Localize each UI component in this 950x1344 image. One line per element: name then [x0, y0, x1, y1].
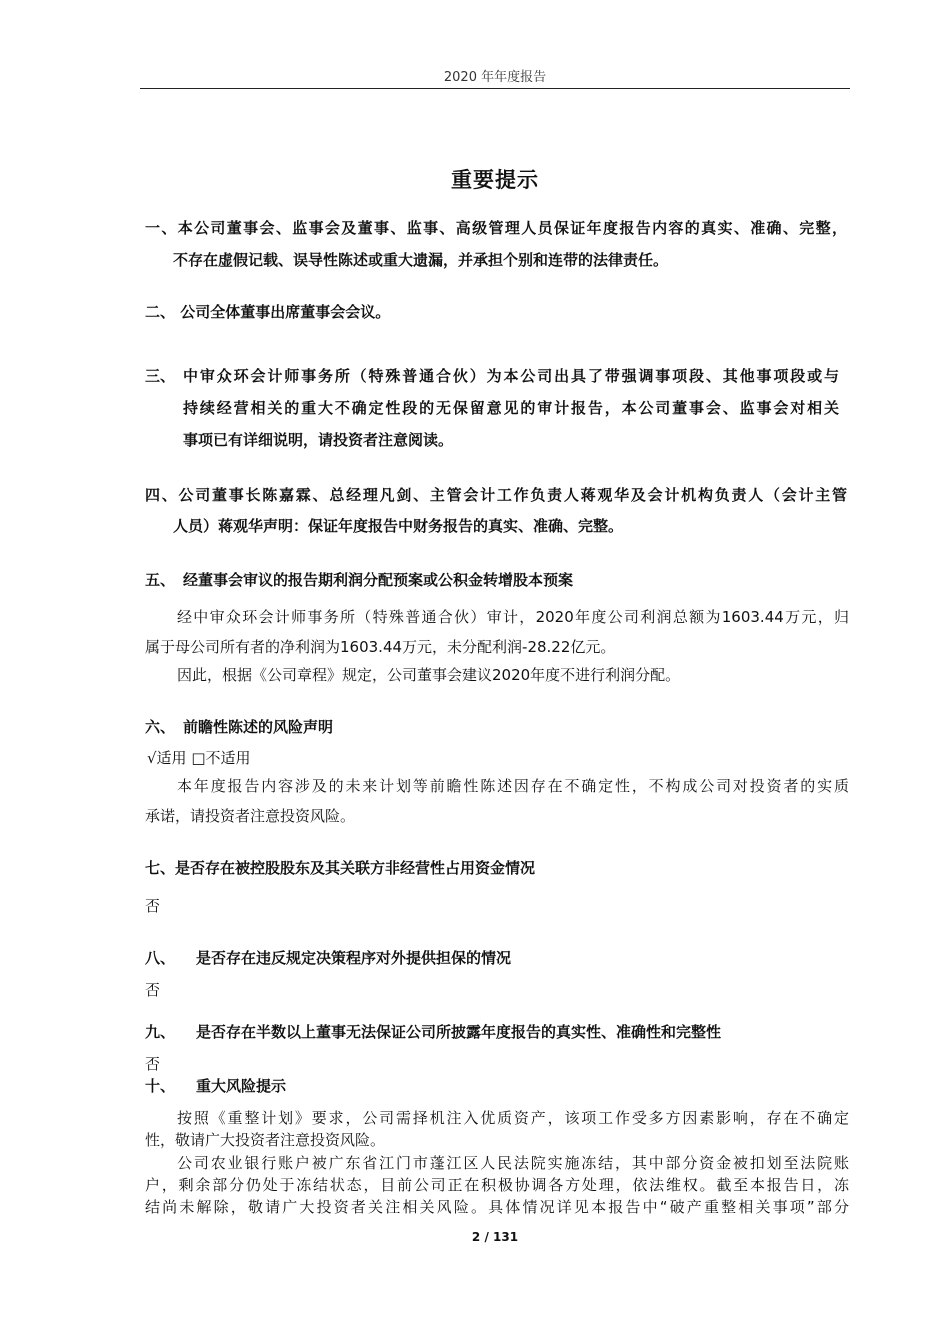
page-title: 重要提示: [451, 168, 539, 192]
item-10-paragraph-2-line-1: 公司农业银行账户被广东省江门市蓬江区人民法院实施冻结，其中部分资金被扣划至法院账: [177, 1154, 849, 1172]
item-3-line-2: 持续经营相关的重大不确定性段的无保留意见的审计报告，本公司董事会、监事会对相关: [183, 399, 839, 417]
item-3-marker: 三、: [145, 367, 176, 385]
item-8-answer: 否: [145, 981, 161, 999]
item-5-paragraph-1-line-2: 属于母公司所有者的净利润为1603.44万元，未分配利润-28.22亿元。: [145, 638, 616, 656]
item-5-heading: 经董事会审议的报告期利润分配预案或公积金转增股本预案: [183, 571, 574, 589]
item-6-heading: 前瞻性陈述的风险声明: [183, 718, 334, 736]
item-8-marker: 八、: [145, 949, 176, 967]
item-10-paragraph-1-line-2: 性，敬请广大投资者注意投资风险。: [145, 1131, 386, 1149]
item-5-paragraph-2: 因此，根据《公司章程》规定，公司董事会建议2020年度不进行利润分配。: [177, 666, 681, 684]
running-header: 2020 年年度报告: [443, 70, 547, 85]
item-5-paragraph-1-line-1: 经中审众环会计师事务所（特殊普通合伙）审计，2020年度公司利润总额为1603.44万元，归: [177, 608, 849, 626]
header-divider: [140, 88, 850, 89]
item-10-paragraph-2-line-2: 户，剩余部分仍处于冻结状态，目前公司正在积极协调各方处理，依法维权。截至本报告日，冻: [145, 1176, 849, 1194]
item-7-answer: 否: [145, 897, 161, 915]
item-6-paragraph-line-1: 本年度报告内容涉及的未来计划等前瞻性陈述因存在不确定性，不构成公司对投资者的实质: [177, 777, 849, 795]
item-6-applicability: √适用 □不适用: [147, 749, 251, 767]
item-4-line-1: 四、公司董事长陈嘉霖、总经理凡剑、主管会计工作负责人蒋观华及会计机构负责人（会计主管: [145, 486, 847, 504]
item-8-heading: 是否存在违反规定决策程序对外提供担保的情况: [196, 949, 512, 967]
item-3-line-1: 中审众环会计师事务所（特殊普通合伙）为本公司出具了带强调事项段、其他事项段或与: [183, 367, 839, 385]
item-5-marker: 五、: [145, 571, 176, 589]
item-7-heading: 七、是否存在被控股股东及其关联方非经营性占用资金情况: [145, 859, 536, 877]
item-10-marker: 十、: [145, 1077, 176, 1095]
item-4-line-2: 人员）蒋观华声明：保证年度报告中财务报告的真实、准确、完整。: [173, 517, 624, 535]
item-3-line-3: 事项已有详细说明，请投资者注意阅读。: [183, 431, 454, 449]
item-1-line-2: 不存在虚假记载、误导性陈述或重大遗漏，并承担个别和连带的法律责任。: [173, 251, 669, 269]
item-6-paragraph-line-2: 承诺，请投资者注意投资风险。: [145, 807, 356, 825]
item-1-line-1: 一、本公司董事会、监事会及董事、监事、高级管理人员保证年度报告内容的真实、准确、完整，: [145, 219, 847, 237]
item-10-heading: 重大风险提示: [196, 1077, 287, 1095]
item-10-paragraph-2-line-3: 结尚未解除，敬请广大投资者关注相关风险。具体情况详见本报告中“破产重整相关事项”部分: [145, 1198, 849, 1216]
item-9-answer: 否: [145, 1055, 161, 1073]
item-9-marker: 九、: [145, 1023, 176, 1041]
item-6-marker: 六、: [145, 718, 176, 736]
item-2-line-1: 二、 公司全体董事出席董事会会议。: [145, 303, 391, 321]
item-9-heading: 是否存在半数以上董事无法保证公司所披露年度报告的真实性、准确性和完整性: [196, 1023, 722, 1041]
page-number: 2 / 131: [471, 1230, 519, 1244]
item-10-paragraph-1-line-1: 按照《重整计划》要求，公司需择机注入优质资产，该项工作受多方因素影响，存在不确定: [177, 1109, 849, 1127]
